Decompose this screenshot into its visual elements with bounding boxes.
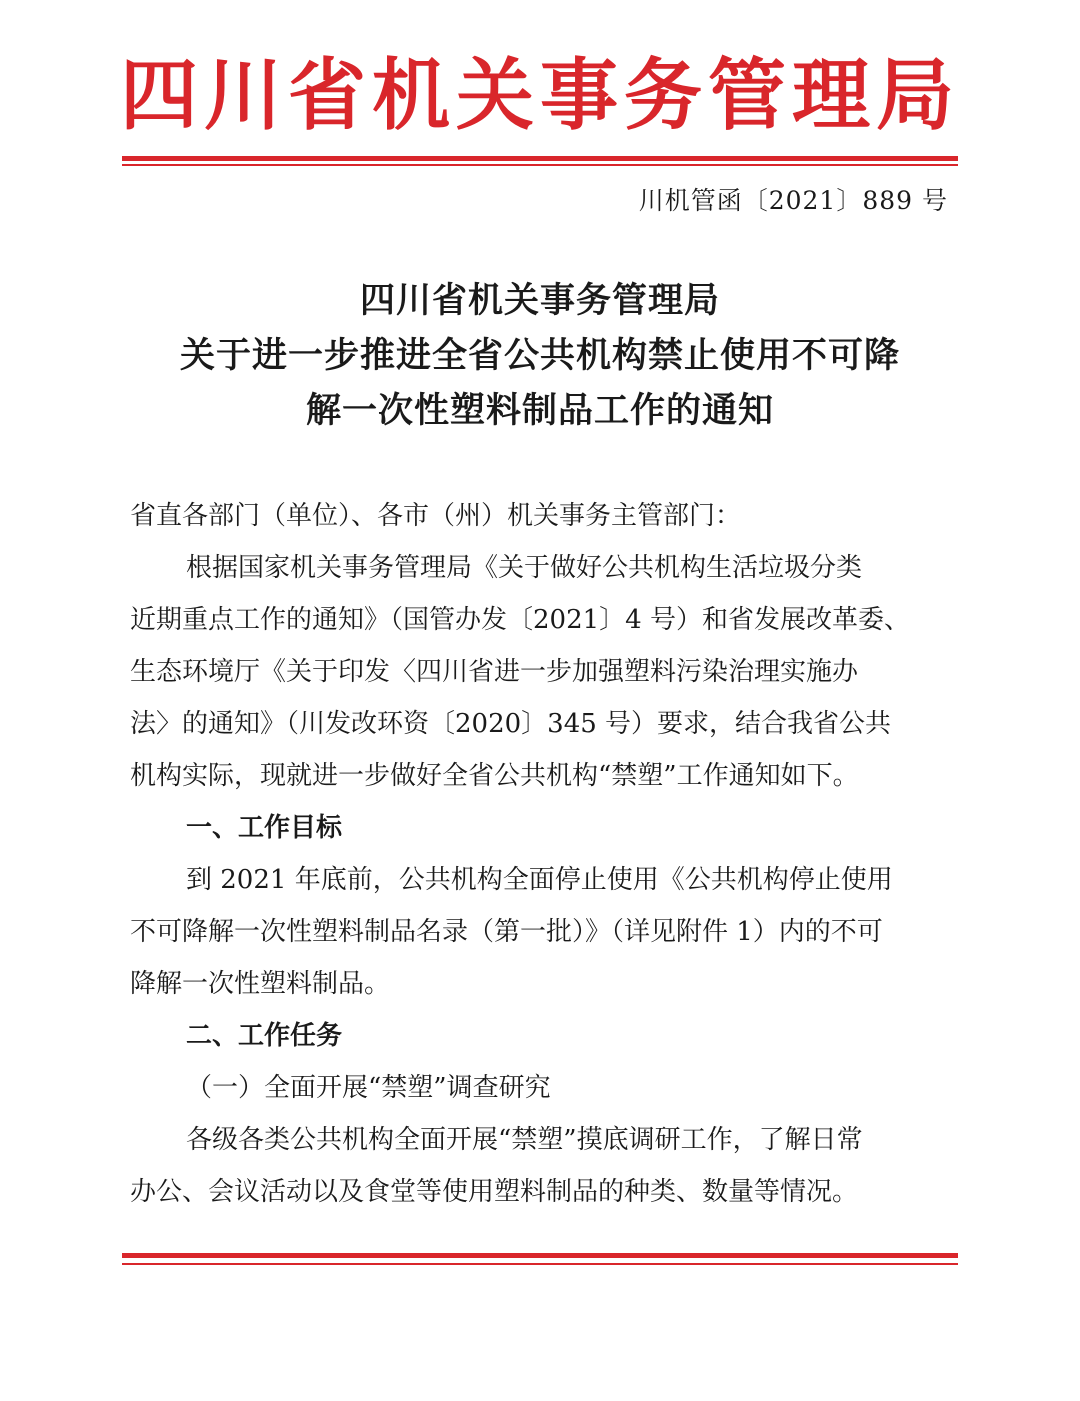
intro-line: 近期重点工作的通知》（国管办发〔2021〕4 号）和省发展改革委、	[130, 605, 910, 635]
addressee: 省直各部门（单位）、各市（州）机关事务主管部门：	[130, 501, 742, 531]
section2-line: 办公、会议活动以及食堂等使用塑料制品的种类、数量等情况。	[130, 1177, 859, 1207]
masthead-rule-thick	[122, 156, 958, 161]
intro-line: 法〉的通知》（川发改环资〔2020〕345 号）要求，结合我省公共	[130, 709, 892, 739]
document-title-line-3: 解一次性塑料制品工作的通知	[305, 391, 774, 431]
intro-line: 生态环境厅《关于印发〈四川省进一步加强塑料污染治理实施办	[130, 657, 859, 687]
intro-line: 根据国家机关事务管理局《关于做好公共机构生活垃圾分类	[186, 553, 863, 583]
document-title-line-1: 四川省机关事务管理局	[359, 281, 720, 321]
section1-heading: 一、工作目标	[186, 813, 343, 843]
masthead-rule-thin	[122, 164, 958, 166]
section1-line: 到 2021 年底前，公共机构全面停止使用《公共机构停止使用	[186, 865, 893, 895]
intro-line: 机构实际，现就进一步做好全省公共机构“禁塑”工作通知如下。	[130, 761, 859, 791]
document-body	[130, 490, 950, 1218]
masthead-title: 四川省机关事务管理局	[119, 51, 960, 141]
section2-heading: 二、工作任务	[186, 1021, 343, 1051]
document-title-line-2: 关于进一步推进全省公共机构禁止使用不可降	[179, 336, 900, 376]
section1-line: 不可降解一次性塑料制品名录（第一批）》（详见附件 1）内的不可	[130, 917, 883, 947]
section2-subheading: （一）全面开展“禁塑”调查研究	[186, 1073, 551, 1103]
footer-rule-thin	[122, 1263, 958, 1265]
footer-rule-thick	[122, 1253, 958, 1258]
section2-line: 各级各类公共机构全面开展“禁塑”摸底调研工作，了解日常	[186, 1125, 863, 1155]
section1-line: 降解一次性塑料制品。	[130, 969, 391, 999]
document-number: 川机管函〔2021〕889 号	[638, 186, 948, 215]
